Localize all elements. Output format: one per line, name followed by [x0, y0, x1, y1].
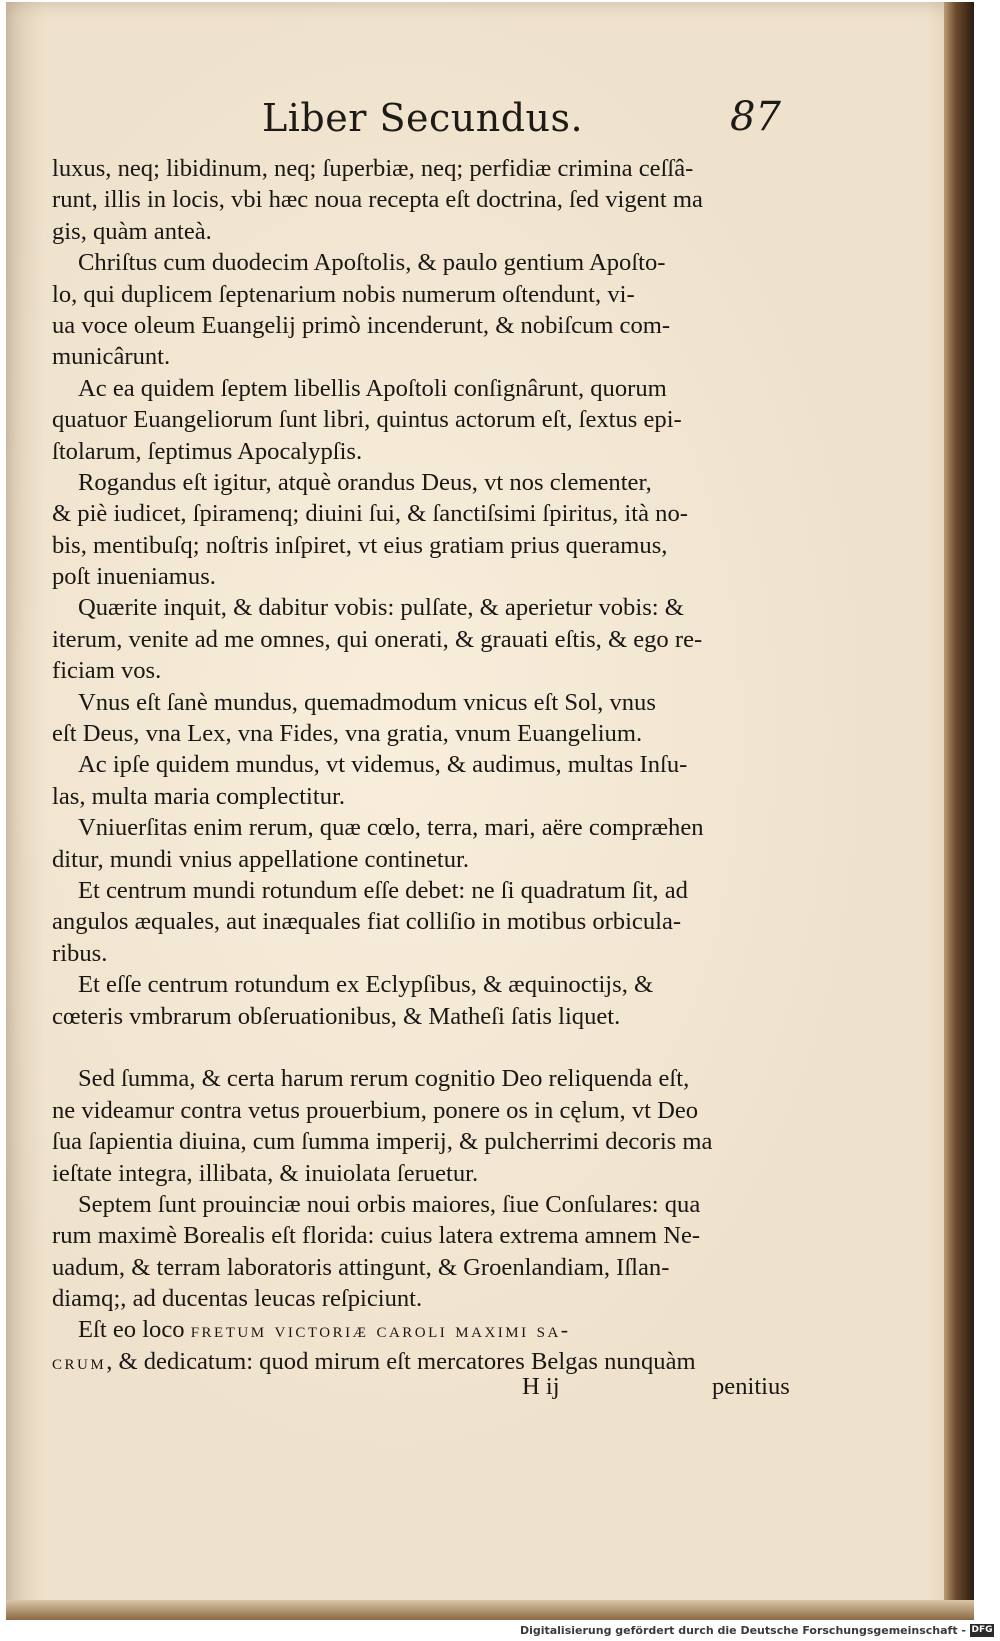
text-line: ua voce oleum Euangelij primò incenderunt, & nobiſcum com-: [52, 311, 671, 339]
text-line: bis, mentibuſq; noſtris inſpiret, vt eius gratiam prius queramus,: [52, 531, 668, 559]
page-bottom-edge: [6, 1600, 974, 1620]
text-line: ſua ſapientia diuina, cum ſumma imperij, & pulcherrimi decoris ma: [52, 1128, 713, 1156]
text-line: diamq;, ad ducentas leucas reſpiciunt.: [52, 1285, 423, 1313]
text-line: ne videamur contra vetus prouerbium, ponere os in cęlum, vt Deo: [52, 1096, 699, 1124]
footer-strip: [0, 1622, 1000, 1641]
text-line: las, multa maria complectitur.: [52, 782, 345, 810]
text-small-caps: fretum victoriæ caroli maximi sa-: [190, 1317, 571, 1343]
text-line: poſt inueniamus.: [52, 563, 216, 591]
text-small-caps: crum: [52, 1348, 107, 1374]
text-line: ieſtate integra, illibata, & inuiolata ſeruetur.: [52, 1159, 479, 1187]
text-line: Ac ea quidem ſeptem libellis Apoſtoli conſignârunt, quorum: [78, 374, 667, 402]
text-line: municârunt.: [52, 343, 171, 371]
paragraph-gap: [52, 1032, 790, 1063]
text-line: Rogandus eſt igitur, atquè orandus Deus, vt nos clementer,: [78, 468, 652, 496]
text-line: gis, quàm anteà.: [52, 217, 212, 245]
page-gutter-shadow: [944, 2, 974, 1620]
signature-mark: H ij: [522, 1373, 560, 1400]
text-line: uadum, & terram laboratoris attingunt, & Groenlandiam, Iſlan-: [52, 1253, 670, 1281]
catchword: penitius: [712, 1373, 790, 1400]
text-line: Sed ſumma, & certa harum rerum cognitio Deo reliquenda eſt,: [78, 1065, 690, 1093]
running-title: Liber Secundus.: [262, 96, 584, 140]
folio-number: 87: [730, 94, 781, 140]
text-line: ficiam vos.: [52, 657, 162, 685]
dfg-logo: DFG: [971, 1625, 993, 1635]
text-line: runt, illis in locis, vbi hæc noua recepta eſt doctrina, ſed vigent ma: [52, 186, 703, 214]
text-line: Et eſſe centrum rotundum ex Eclypſibus, & æquinoctijs, &: [78, 971, 654, 999]
body-text: [52, 153, 790, 1377]
text-line: Et centrum mundi rotundum eſſe debet: ne ſi quadratum ſit, ad: [78, 876, 688, 904]
text-line: lo, qui duplicem ſeptenarium nobis numerum oſtendunt, vi-: [52, 280, 635, 308]
text-line-fretum: [52, 1314, 790, 1345]
text-line: Quærite inquit, & dabitur vobis: pulſate, & aperietur vobis: &: [78, 594, 684, 622]
text-rest: , & dedicatum: quod mirum eſt mercatores Belgas nunquàm: [106, 1347, 696, 1375]
text-line: eſt Deus, vna Lex, vna Fides, vna gratia, vnum Euangelium.: [52, 720, 643, 748]
signature-line: [52, 1373, 790, 1405]
text-line: Chriſtus cum duodecim Apoſtolis, & paulo gentium Apoſto-: [78, 249, 666, 277]
text-line: Vnus eſt ſanè mundus, quemadmodum vnicus eſt Sol, vnus: [78, 688, 656, 716]
running-head: [0, 88, 1000, 148]
text-line: quatuor Euangeliorum ſunt libri, quintus actorum eſt, ſextus epi-: [52, 406, 682, 434]
text-line: Septem ſunt prouinciæ noui orbis maiores, ſiue Conſulares: qua: [78, 1190, 701, 1218]
text-line: ſtolarum, ſeptimus Apocalypſis.: [52, 437, 363, 465]
text-line: luxus, neq; libidinum, neq; ſuperbiæ, neq; perfidiæ crimina ceſſâ-: [52, 155, 694, 182]
text-line: angulos æquales, aut inæquales fiat colliſio in motibus orbicula-: [52, 908, 682, 936]
text-line: iterum, venite ad me omnes, qui onerati, & grauati eſtis, & ego re-: [52, 625, 703, 653]
digitization-credit: Digitalisierung gefördert durch die Deutsche Forschungsgemeinschaft -: [519, 1624, 966, 1637]
text-line: ribus.: [52, 939, 108, 967]
text-line: ditur, mundi vnius appellatione continetur.: [52, 845, 470, 873]
text-line: rum maximè Borealis eſt florida: cuius latera extrema amnem Ne-: [52, 1222, 701, 1250]
text-lead: Eſt eo loco: [78, 1316, 191, 1344]
text-line: Vniuerſitas enim rerum, quæ cœlo, terra, mari, aëre compræhen: [78, 814, 704, 842]
text-line: Ac ipſe quidem mundus, vt videmus, & audimus, multas Inſu-: [78, 751, 688, 779]
text-line: & piè iudicet, ſpiramenq; diuini ſui, & ſanctiſsimi ſpiritus, ità no-: [52, 500, 688, 528]
text-line: cœteris vmbrarum obſeruationibus, & Matheſi ſatis liquet.: [52, 1002, 621, 1030]
